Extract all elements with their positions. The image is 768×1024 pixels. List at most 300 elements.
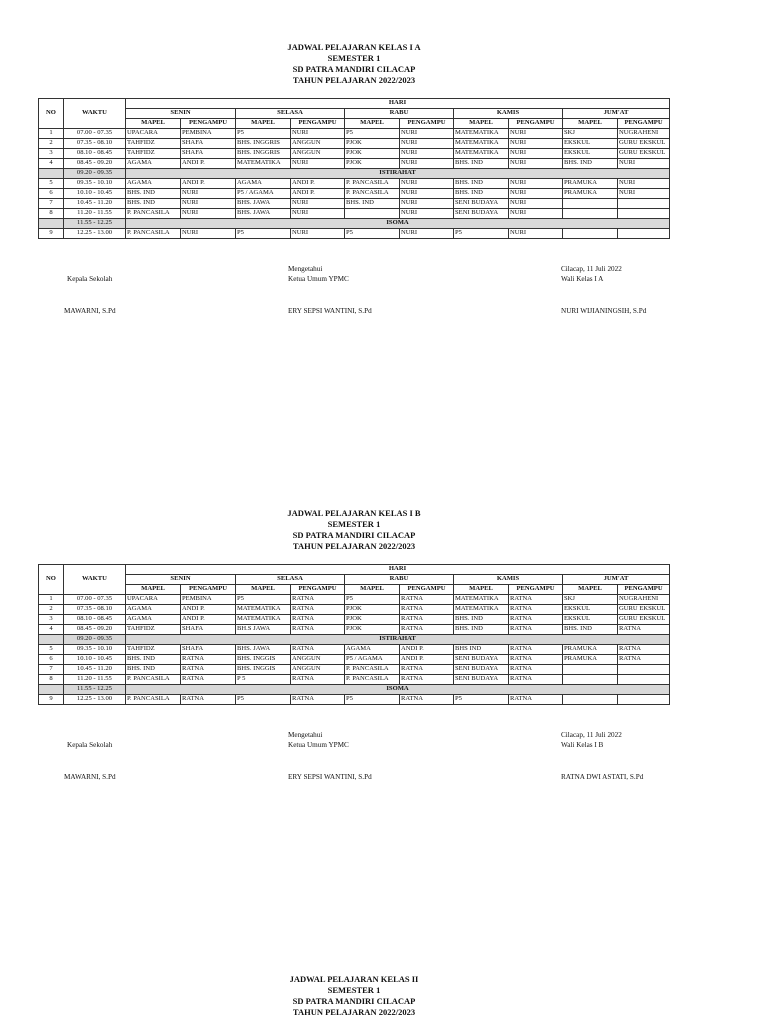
- pengampu-cell: RATNA: [291, 695, 345, 705]
- mapel-cell: BHS. JAWA: [236, 645, 291, 655]
- row-time: 07.00 - 07.35: [64, 595, 126, 605]
- mapel-cell: P. PANCASILA: [345, 189, 400, 199]
- mapel-cell: [563, 665, 618, 675]
- mapel-cell: P5 / AGAMA: [236, 189, 291, 199]
- pengampu-header: PENGAMPU: [291, 119, 345, 129]
- pengampu-cell: ANDI P.: [181, 615, 236, 625]
- pengampu-cell: [618, 209, 670, 219]
- pengampu-cell: RATNA: [400, 675, 454, 685]
- subheader-row: [39, 585, 670, 595]
- title-line-3: SD PATRA MANDIRI CILACAP: [292, 996, 416, 1006]
- break-label: ISTIRAHAT: [126, 169, 670, 179]
- break-row: [39, 169, 670, 179]
- mapel-cell: AGAMA: [345, 645, 400, 655]
- row-time: 09.35 - 10.10: [64, 645, 126, 655]
- right-name: NURI WIJIANINGSIH, S.Pd: [561, 307, 647, 315]
- date-label: Cilacap, 11 Juli 2022: [561, 265, 622, 273]
- table-row: [39, 695, 670, 705]
- pengampu-header: PENGAMPU: [291, 585, 345, 595]
- pengampu-cell: NURI: [181, 189, 236, 199]
- pengampu-cell: NURI: [291, 199, 345, 209]
- mapel-cell: BH.S JAWA: [236, 625, 291, 635]
- pengampu-cell: [618, 229, 670, 239]
- mapel-cell: PJOK: [345, 605, 400, 615]
- day-header: KAMIS: [454, 575, 563, 585]
- pengampu-cell: NURI: [400, 159, 454, 169]
- mapel-cell: P. PANCASILA: [345, 665, 400, 675]
- next-schedule-title: [0, 974, 708, 1018]
- mapel-cell: BHS. IND: [454, 625, 509, 635]
- pengampu-cell: NUGRAHENI: [618, 595, 670, 605]
- pengampu-cell: NURI: [618, 159, 670, 169]
- days-row: [39, 575, 670, 585]
- mid-name: ERY SEPSI WANTINI, S.Pd: [288, 307, 372, 315]
- subheader-row: [39, 119, 670, 129]
- mapel-cell: BHS. INGGRIS: [236, 139, 291, 149]
- mapel-cell: PRAMUKA: [563, 189, 618, 199]
- table-row: [39, 199, 670, 209]
- mapel-cell: P. PANCASILA: [345, 675, 400, 685]
- header-row: [39, 99, 670, 109]
- title-line-1: JADWAL PELAJARAN KELAS I B: [287, 508, 421, 518]
- day-header: SENIN: [126, 575, 236, 585]
- pengampu-cell: RATNA: [291, 645, 345, 655]
- mapel-header: MAPEL: [236, 585, 291, 595]
- pengampu-cell: SHAFA: [181, 149, 236, 159]
- mapel-cell: BHS. JAWA: [236, 209, 291, 219]
- mapel-header: MAPEL: [126, 585, 181, 595]
- mapel-cell: P 5: [236, 675, 291, 685]
- pengampu-cell: PEMBINA: [181, 595, 236, 605]
- row-no: 6: [39, 189, 64, 199]
- left-role: Kepala Sekolah: [67, 275, 113, 283]
- pengampu-cell: ANDI P.: [181, 179, 236, 189]
- pengampu-cell: ANDI P.: [291, 189, 345, 199]
- pengampu-cell: RATNA: [181, 655, 236, 665]
- mapel-header: MAPEL: [563, 585, 618, 595]
- row-time: 08.45 - 09.20: [64, 159, 126, 169]
- mapel-cell: PRAMUKA: [563, 645, 618, 655]
- pengampu-cell: NURI: [400, 149, 454, 159]
- mapel-cell: P5 / AGAMA: [345, 655, 400, 665]
- day-header: SELASA: [236, 575, 345, 585]
- break-label: ISOMA: [126, 219, 670, 229]
- mapel-cell: P. PANCASILA: [126, 229, 181, 239]
- pengampu-cell: NURI: [509, 189, 563, 199]
- mapel-cell: P5: [236, 695, 291, 705]
- day-header: RABU: [345, 575, 454, 585]
- table-row: [39, 229, 670, 239]
- row-time: 11.20 - 11.55: [64, 209, 126, 219]
- break-time: 09.20 - 09.35: [64, 635, 126, 645]
- pengampu-cell: GURU EKSKUL: [618, 139, 670, 149]
- title-line-1: JADWAL PELAJARAN KELAS I A: [287, 42, 421, 52]
- mapel-header: MAPEL: [236, 119, 291, 129]
- table-row: [39, 615, 670, 625]
- mapel-cell: BHS. IND: [126, 655, 181, 665]
- pengampu-cell: RATNA: [618, 655, 670, 665]
- pengampu-cell: NURI: [618, 179, 670, 189]
- pengampu-cell: RATNA: [400, 605, 454, 615]
- mapel-cell: P. PANCASILA: [126, 209, 181, 219]
- row-time: 12.25 - 13.00: [64, 229, 126, 239]
- row-no: 9: [39, 695, 64, 705]
- pengampu-cell: RATNA: [509, 615, 563, 625]
- mapel-cell: BHS. IND: [454, 179, 509, 189]
- pengampu-cell: NURI: [400, 229, 454, 239]
- waktu-header: WAKTU: [64, 99, 126, 129]
- mapel-cell: UPACARA: [126, 129, 181, 139]
- pengampu-cell: RATNA: [181, 665, 236, 675]
- mapel-cell: EKSKUL: [563, 605, 618, 615]
- pengampu-cell: NURI: [291, 229, 345, 239]
- row-no: 6: [39, 655, 64, 665]
- table-row: [39, 129, 670, 139]
- row-no: 9: [39, 229, 64, 239]
- title-line-4: TAHUN PELAJARAN 2022/2023: [292, 1007, 416, 1017]
- pengampu-cell: NURI: [509, 209, 563, 219]
- mapel-cell: SENI BUDAYA: [454, 209, 509, 219]
- pengampu-header: PENGAMPU: [400, 119, 454, 129]
- left-name: MAWARNI, S.Pd: [64, 773, 116, 781]
- pengampu-cell: RATNA: [509, 595, 563, 605]
- mapel-cell: AGAMA: [236, 179, 291, 189]
- row-time: 08.45 - 09.20: [64, 625, 126, 635]
- pengampu-cell: NURI: [509, 229, 563, 239]
- mapel-cell: PJOK: [345, 149, 400, 159]
- table-row: [39, 645, 670, 655]
- pengampu-cell: NURI: [181, 229, 236, 239]
- mid-role: Ketua Umum YPMC: [288, 741, 349, 749]
- break-no: [39, 635, 64, 645]
- row-no: 7: [39, 665, 64, 675]
- mapel-cell: AGAMA: [126, 605, 181, 615]
- pengampu-cell: SHAFA: [181, 139, 236, 149]
- pengampu-cell: NURI: [291, 209, 345, 219]
- mapel-cell: PJOK: [345, 159, 400, 169]
- right-name: RATNA DWI ASTATI, S.Pd: [561, 773, 644, 781]
- table-row: [39, 625, 670, 635]
- pengampu-header: PENGAMPU: [509, 119, 563, 129]
- break-no: [39, 219, 64, 229]
- break-row: [39, 685, 670, 695]
- row-no: 4: [39, 625, 64, 635]
- mapel-cell: BHS. IND: [345, 199, 400, 209]
- mapel-cell: BHS IND: [454, 645, 509, 655]
- pengampu-cell: NURI: [400, 199, 454, 209]
- pengampu-cell: NUGRAHENI: [618, 129, 670, 139]
- pengampu-cell: NURI: [400, 189, 454, 199]
- pengampu-cell: NURI: [400, 139, 454, 149]
- pengampu-cell: NURI: [400, 129, 454, 139]
- left-role: Kepala Sekolah: [67, 741, 113, 749]
- pengampu-cell: RATNA: [400, 665, 454, 675]
- mapel-cell: MATEMATIKA: [454, 129, 509, 139]
- row-no: 4: [39, 159, 64, 169]
- pengampu-header: PENGAMPU: [400, 585, 454, 595]
- pengampu-cell: ANGGUN: [291, 149, 345, 159]
- pengampu-header: PENGAMPU: [618, 119, 670, 129]
- no-header: NO: [39, 565, 64, 595]
- pengampu-cell: NURI: [509, 159, 563, 169]
- mapel-cell: P5: [236, 229, 291, 239]
- mapel-cell: BHS. IND: [563, 159, 618, 169]
- hari-header: HARI: [126, 99, 670, 109]
- row-time: 10.10 - 10.45: [64, 655, 126, 665]
- pengampu-cell: NURI: [618, 189, 670, 199]
- mapel-cell: MATEMATIKA: [236, 159, 291, 169]
- row-time: 11.20 - 11.55: [64, 675, 126, 685]
- row-time: 07.00 - 07.35: [64, 129, 126, 139]
- mapel-cell: BHS. IND: [454, 189, 509, 199]
- mapel-cell: P. PANCASILA: [126, 675, 181, 685]
- pengampu-cell: RATNA: [181, 695, 236, 705]
- pengampu-cell: RATNA: [291, 595, 345, 605]
- left-name: MAWARNI, S.Pd: [64, 307, 116, 315]
- mapel-header: MAPEL: [345, 585, 400, 595]
- break-time: 11.55 - 12.25: [64, 219, 126, 229]
- schedule-title: [0, 508, 708, 552]
- pengampu-cell: [618, 695, 670, 705]
- pengampu-header: PENGAMPU: [618, 585, 670, 595]
- pengampu-cell: NURI: [509, 199, 563, 209]
- no-header: NO: [39, 99, 64, 129]
- mapel-cell: MATEMATIKA: [454, 605, 509, 615]
- row-no: 3: [39, 615, 64, 625]
- mapel-cell: P. PANCASILA: [345, 179, 400, 189]
- days-row: [39, 109, 670, 119]
- table-row: [39, 189, 670, 199]
- row-no: 1: [39, 595, 64, 605]
- right-role: Wali Kelas I A: [561, 275, 604, 283]
- mapel-cell: P5: [345, 595, 400, 605]
- mapel-cell: P5: [236, 595, 291, 605]
- mapel-cell: BHS. INGGIS: [236, 655, 291, 665]
- pengampu-cell: ANGGUN: [291, 139, 345, 149]
- mapel-cell: [345, 209, 400, 219]
- pengampu-cell: RATNA: [509, 695, 563, 705]
- break-row: [39, 219, 670, 229]
- break-label: ISOMA: [126, 685, 670, 695]
- table-row: [39, 149, 670, 159]
- pengampu-cell: NURI: [509, 179, 563, 189]
- pengampu-cell: ANDI P.: [181, 605, 236, 615]
- pengampu-cell: RATNA: [509, 665, 563, 675]
- break-no: [39, 169, 64, 179]
- pengampu-cell: ANDI P.: [400, 645, 454, 655]
- row-no: 2: [39, 139, 64, 149]
- pengampu-cell: NURI: [400, 209, 454, 219]
- pengampu-cell: ANDI P.: [291, 179, 345, 189]
- row-time: 07.35 - 08.10: [64, 605, 126, 615]
- mapel-cell: TAHFIDZ: [126, 149, 181, 159]
- mapel-cell: SKJ: [563, 595, 618, 605]
- pengampu-cell: RATNA: [291, 615, 345, 625]
- row-time: 08.10 - 08.45: [64, 149, 126, 159]
- mapel-cell: MATEMATIKA: [454, 595, 509, 605]
- hari-header: HARI: [126, 565, 670, 575]
- mapel-cell: BHS. IND: [126, 199, 181, 209]
- row-no: 1: [39, 129, 64, 139]
- mapel-cell: PRAMUKA: [563, 179, 618, 189]
- row-time: 08.10 - 08.45: [64, 615, 126, 625]
- pengampu-cell: RATNA: [291, 675, 345, 685]
- mapel-cell: MATEMATIKA: [236, 605, 291, 615]
- pengampu-cell: RATNA: [509, 675, 563, 685]
- title-line-1: JADWAL PELAJARAN KELAS II: [289, 974, 419, 984]
- mapel-cell: BHS. IND: [563, 625, 618, 635]
- mapel-cell: AGAMA: [126, 179, 181, 189]
- mapel-cell: MATEMATIKA: [454, 149, 509, 159]
- mapel-cell: BHS. JAWA: [236, 199, 291, 209]
- mapel-cell: BHS. IND: [454, 159, 509, 169]
- pengampu-cell: RATNA: [291, 625, 345, 635]
- mapel-cell: P5: [345, 229, 400, 239]
- mapel-cell: MATEMATIKA: [454, 139, 509, 149]
- table-row: [39, 139, 670, 149]
- mapel-cell: P5: [454, 229, 509, 239]
- mapel-cell: TAHFIDZ: [126, 139, 181, 149]
- row-time: 09.35 - 10.10: [64, 179, 126, 189]
- day-header: SENIN: [126, 109, 236, 119]
- header-row: [39, 565, 670, 575]
- table-row: [39, 605, 670, 615]
- mid-name: ERY SEPSI WANTINI, S.Pd: [288, 773, 372, 781]
- mapel-cell: P5: [236, 129, 291, 139]
- row-time: 12.25 - 13.00: [64, 695, 126, 705]
- mapel-cell: PJOK: [345, 139, 400, 149]
- pengampu-cell: NURI: [509, 149, 563, 159]
- mapel-cell: P5: [345, 695, 400, 705]
- row-time: 10.10 - 10.45: [64, 189, 126, 199]
- mapel-cell: P5: [454, 695, 509, 705]
- mapel-cell: BHS. IND: [126, 665, 181, 675]
- day-header: SELASA: [236, 109, 345, 119]
- break-row: [39, 635, 670, 645]
- title-line-4: TAHUN PELAJARAN 2022/2023: [292, 75, 416, 85]
- pengampu-cell: SHAFA: [181, 625, 236, 635]
- mapel-cell: BHS. IND: [454, 615, 509, 625]
- pengampu-cell: PEMBINA: [181, 129, 236, 139]
- row-time: 07.35 - 08.10: [64, 139, 126, 149]
- pengampu-cell: GURU EKSKUL: [618, 615, 670, 625]
- mapel-cell: BHS. INGGIS: [236, 665, 291, 675]
- mapel-header: MAPEL: [563, 119, 618, 129]
- pengampu-cell: ANGGUN: [291, 665, 345, 675]
- break-time: 09.20 - 09.35: [64, 169, 126, 179]
- pengampu-cell: GURU EKSKUL: [618, 605, 670, 615]
- right-role: Wali Kelas I B: [561, 741, 604, 749]
- pengampu-cell: RATNA: [509, 605, 563, 615]
- mapel-cell: AGAMA: [126, 615, 181, 625]
- break-label: ISTIRAHAT: [126, 635, 670, 645]
- pengampu-cell: [618, 199, 670, 209]
- mapel-cell: SKJ: [563, 129, 618, 139]
- mapel-cell: PJOK: [345, 615, 400, 625]
- mengetahui-label: Mengetahui: [288, 731, 323, 739]
- mengetahui-label: Mengetahui: [288, 265, 323, 273]
- pengampu-cell: NURI: [181, 209, 236, 219]
- waktu-header: WAKTU: [64, 565, 126, 595]
- mapel-header: MAPEL: [126, 119, 181, 129]
- table-row: [39, 159, 670, 169]
- table-row: [39, 595, 670, 605]
- mapel-cell: [563, 675, 618, 685]
- pengampu-cell: SHAFA: [181, 645, 236, 655]
- title-line-2: SEMESTER 1: [327, 519, 381, 529]
- mapel-header: MAPEL: [345, 119, 400, 129]
- mapel-cell: EKSKUL: [563, 139, 618, 149]
- mapel-cell: UPACARA: [126, 595, 181, 605]
- schedule-title: [0, 42, 708, 86]
- day-header: JUM'AT: [563, 575, 670, 585]
- mapel-cell: AGAMA: [126, 159, 181, 169]
- pengampu-cell: [618, 675, 670, 685]
- pengampu-cell: NURI: [181, 199, 236, 209]
- row-no: 3: [39, 149, 64, 159]
- mapel-cell: SENI BUDAYA: [454, 665, 509, 675]
- schedule-table: [38, 564, 670, 705]
- schedule-table: [38, 98, 670, 239]
- pengampu-cell: RATNA: [291, 605, 345, 615]
- mapel-cell: MATEMATIKA: [236, 615, 291, 625]
- pengampu-cell: NURI: [400, 179, 454, 189]
- table-row: [39, 209, 670, 219]
- row-no: 5: [39, 179, 64, 189]
- pengampu-cell: RATNA: [509, 645, 563, 655]
- mapel-cell: TAHFIDZ: [126, 625, 181, 635]
- pengampu-cell: RATNA: [400, 625, 454, 635]
- pengampu-cell: RATNA: [509, 655, 563, 665]
- table-row: [39, 655, 670, 665]
- break-time: 11.55 - 12.25: [64, 685, 126, 695]
- pengampu-cell: NURI: [509, 139, 563, 149]
- break-no: [39, 685, 64, 695]
- mapel-header: MAPEL: [454, 585, 509, 595]
- mapel-cell: [563, 209, 618, 219]
- pengampu-cell: NURI: [509, 129, 563, 139]
- mapel-header: MAPEL: [454, 119, 509, 129]
- table-row: [39, 179, 670, 189]
- title-line-3: SD PATRA MANDIRI CILACAP: [292, 64, 416, 74]
- title-line-2: SEMESTER 1: [327, 53, 381, 63]
- day-header: KAMIS: [454, 109, 563, 119]
- day-header: RABU: [345, 109, 454, 119]
- mapel-cell: SENI BUDAYA: [454, 655, 509, 665]
- pengampu-header: PENGAMPU: [181, 119, 236, 129]
- pengampu-cell: RATNA: [618, 645, 670, 655]
- mapel-cell: P. PANCASILA: [126, 695, 181, 705]
- pengampu-cell: NURI: [291, 129, 345, 139]
- table-row: [39, 665, 670, 675]
- pengampu-cell: RATNA: [618, 625, 670, 635]
- mapel-cell: TAHFIDZ: [126, 645, 181, 655]
- row-no: 7: [39, 199, 64, 209]
- pengampu-cell: RATNA: [181, 675, 236, 685]
- row-time: 10.45 - 11.20: [64, 665, 126, 675]
- pengampu-header: PENGAMPU: [509, 585, 563, 595]
- mapel-cell: BHS. INGGRIS: [236, 149, 291, 159]
- mapel-cell: [563, 199, 618, 209]
- day-header: JUM'AT: [563, 109, 670, 119]
- mapel-cell: PRAMUKA: [563, 655, 618, 665]
- pengampu-cell: NURI: [291, 159, 345, 169]
- pengampu-cell: RATNA: [509, 625, 563, 635]
- row-no: 2: [39, 605, 64, 615]
- table-row: [39, 675, 670, 685]
- pengampu-cell: [618, 665, 670, 675]
- pengampu-cell: GURU EKSKUL: [618, 149, 670, 159]
